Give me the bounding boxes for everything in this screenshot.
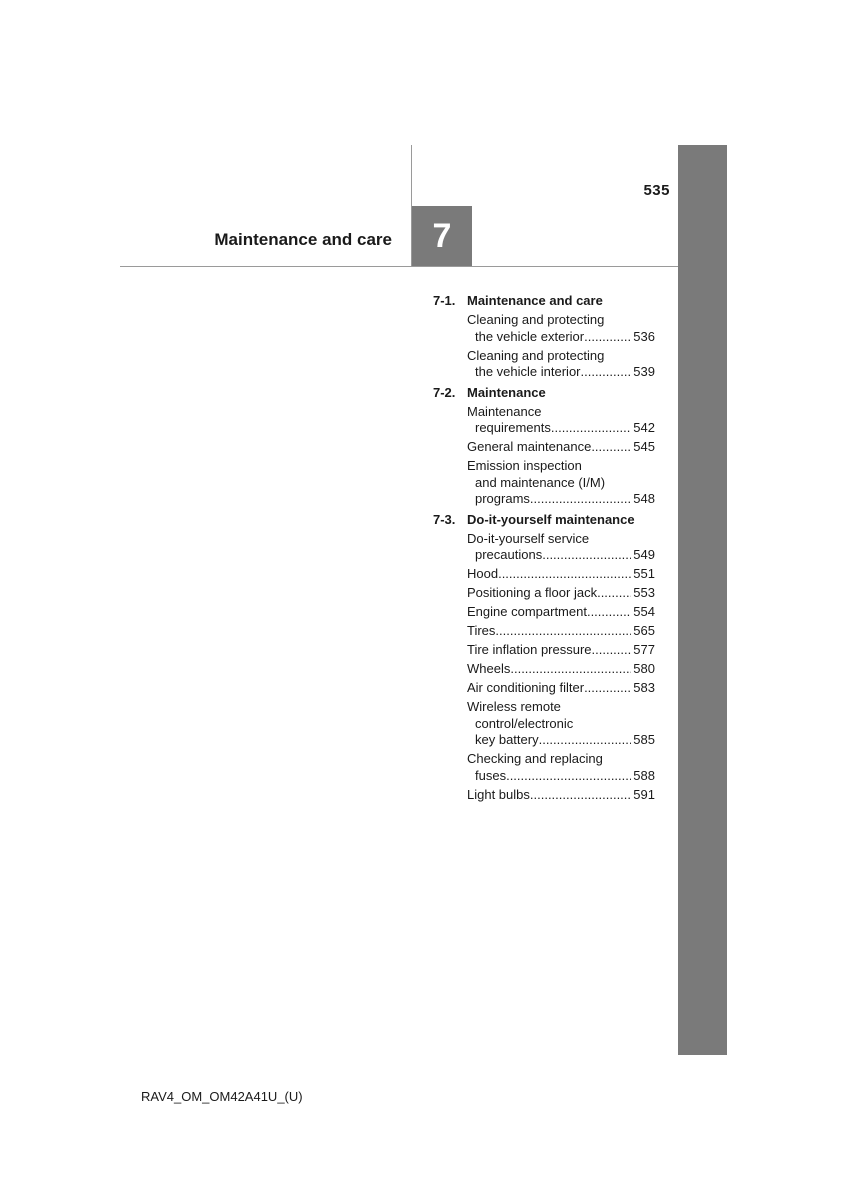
dot-leader: [597, 585, 631, 602]
entry-page-number: 588: [633, 767, 655, 783]
entry-text-line: control/electronic: [475, 715, 574, 731]
section-number: 7-1.: [433, 293, 456, 308]
entry-text-line: Emission inspection: [467, 458, 582, 473]
entry-page-number: 545: [633, 439, 655, 454]
entry-page-number: 549: [633, 547, 655, 562]
entry-title: Wheels: [467, 661, 511, 676]
dot-leader: [584, 680, 631, 697]
entry-page-number: 553: [633, 585, 655, 600]
chapter-title: Maintenance and care: [214, 230, 392, 249]
entry-page-number: 551: [633, 566, 655, 581]
toc-entry[interactable]: [467, 458, 655, 508]
dot-leader: [584, 329, 631, 346]
toc-entry[interactable]: [467, 623, 655, 640]
entry-text-line: Cleaning and protecting: [467, 312, 605, 327]
section-title: Maintenance: [467, 384, 546, 400]
entry-page-number: 539: [633, 364, 655, 379]
entry-page-number: 554: [633, 604, 655, 619]
entry-title: Light bulbs: [467, 786, 530, 802]
entry-title: key battery: [475, 732, 539, 747]
entry-text-line: Cleaning and protecting: [467, 347, 605, 363]
dot-leader: [498, 566, 631, 583]
entry-title: General maintenance: [467, 439, 592, 454]
entry-title: Tire inflation pressure: [467, 642, 592, 657]
toc-entry[interactable]: [467, 604, 655, 621]
entry-title: Air conditioning filter: [467, 680, 585, 695]
toc-entry[interactable]: [467, 312, 655, 345]
entry-page-number: 536: [633, 328, 655, 344]
chapter-side-tab: [678, 145, 727, 1055]
section-title: Maintenance and care: [467, 293, 603, 308]
entry-title: fuses: [475, 767, 507, 783]
entry-page-number: 548: [633, 491, 655, 506]
toc-entry[interactable]: [467, 585, 655, 602]
entry-page-number: 583: [633, 680, 655, 695]
dot-leader: [551, 420, 631, 437]
toc-entry[interactable]: [467, 699, 655, 749]
dot-leader: [510, 661, 631, 678]
toc-entry[interactable]: [467, 566, 655, 583]
toc-entry[interactable]: [467, 751, 655, 784]
entry-text-line: Maintenance: [467, 403, 542, 419]
entry-text-line: Checking and replacing: [467, 751, 603, 766]
dot-leader: [581, 364, 632, 381]
toc-entry[interactable]: [467, 787, 655, 804]
toc-entry[interactable]: [467, 680, 655, 697]
dot-leader: [592, 642, 632, 659]
footer-code: RAV4_OM_OM42A41U_(U): [141, 1089, 303, 1104]
toc-entry[interactable]: [467, 404, 655, 437]
chapter-number-box: [412, 206, 472, 266]
entry-title: Engine compartment: [467, 604, 587, 619]
entry-page-number: 585: [633, 732, 655, 747]
dot-leader: [539, 732, 632, 749]
dot-leader: [530, 787, 631, 804]
dot-leader: [542, 547, 631, 564]
entry-title: Tires: [467, 623, 496, 638]
toc-entry[interactable]: [467, 348, 655, 381]
dot-leader: [530, 491, 631, 508]
dot-leader: [587, 604, 631, 621]
entry-title: requirements: [475, 420, 551, 435]
entry-text-line: Wireless remote: [467, 699, 561, 714]
toc-entry[interactable]: [467, 439, 655, 456]
entry-title: the vehicle exterior: [475, 328, 585, 344]
entry-title: precautions: [475, 547, 543, 562]
toc-section-heading[interactable]: [433, 293, 655, 310]
toc-section-heading[interactable]: [433, 385, 655, 402]
toc-entry[interactable]: [467, 531, 655, 564]
dot-leader: [506, 768, 631, 785]
dot-leader: [495, 623, 631, 640]
chapter-number: 7: [432, 216, 452, 255]
toc-entry[interactable]: [467, 642, 655, 659]
section-title: Do-it-yourself maintenance: [467, 511, 635, 527]
section-number: 7-3.: [433, 511, 456, 527]
entry-title: Positioning a floor jack: [467, 585, 598, 600]
entry-text-line: and maintenance (I/M): [475, 474, 606, 490]
entry-title: programs: [475, 491, 530, 506]
page-number: 535: [643, 182, 670, 199]
toc-section-heading[interactable]: [433, 512, 655, 529]
dot-leader: [591, 439, 631, 456]
entry-page-number: 591: [633, 786, 655, 802]
entry-title: Hood: [467, 566, 499, 581]
entry-page-number: 580: [633, 661, 655, 676]
toc-entry[interactable]: [467, 661, 655, 678]
entry-page-number: 577: [633, 642, 655, 657]
table-of-contents: [433, 293, 655, 803]
entry-page-number: 542: [633, 420, 655, 435]
entry-title: the vehicle interior: [475, 364, 581, 379]
header-horizontal-rule: [120, 266, 680, 267]
entry-text-line: Do-it-yourself service: [467, 530, 590, 546]
section-number: 7-2.: [433, 384, 456, 400]
entry-page-number: 565: [633, 623, 655, 638]
